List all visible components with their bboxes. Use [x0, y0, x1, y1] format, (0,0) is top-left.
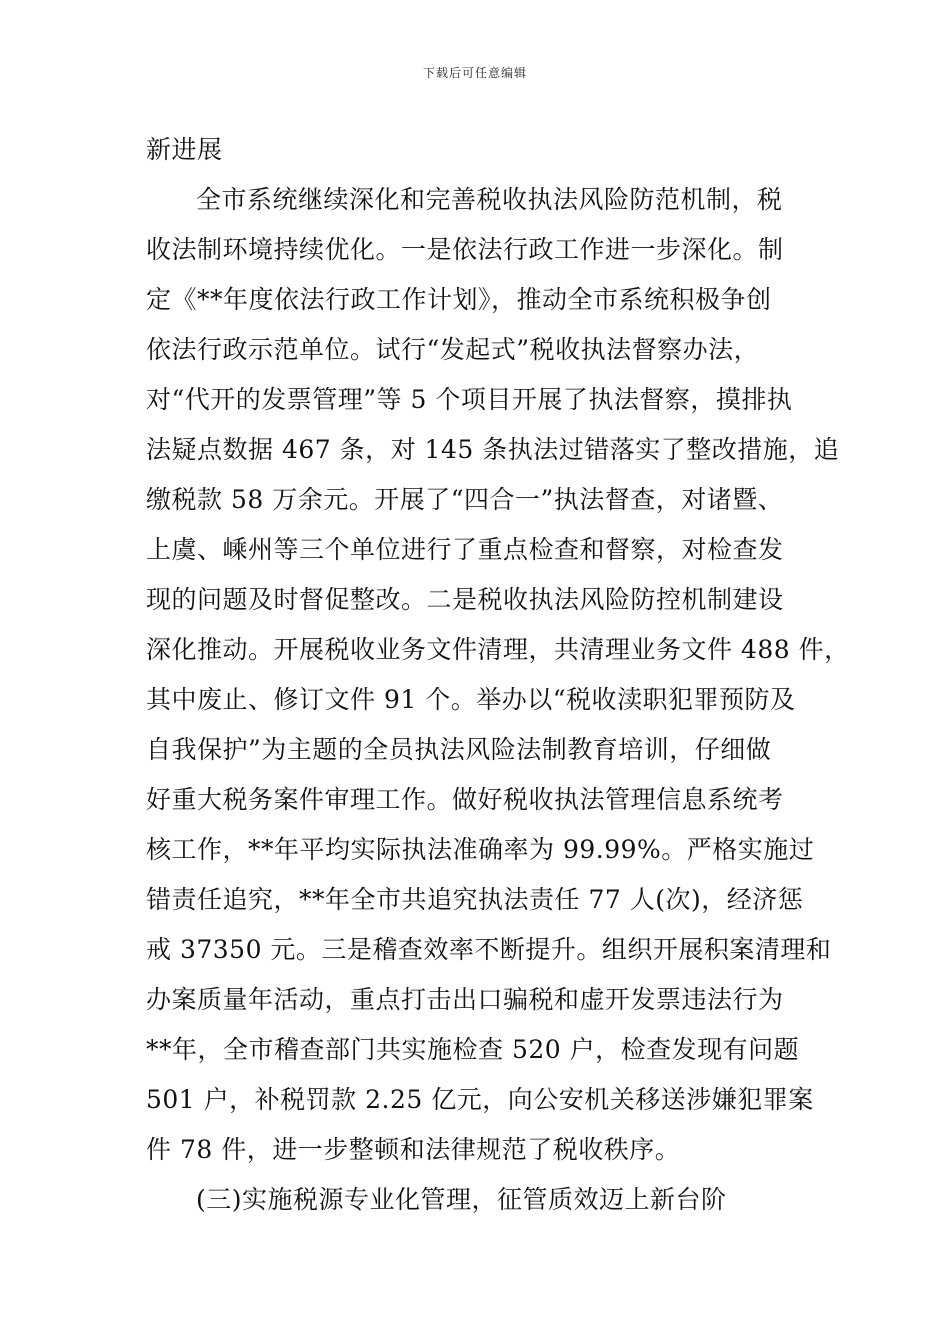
- page-header: 下载后可任意编辑: [422, 66, 527, 80]
- text-line: 法疑点数据 467 条，对 145 条执法过错落实了整改措施，追: [146, 435, 840, 464]
- text-line: 现的问题及时督促整改。二是税收执法风险防控机制建设: [146, 585, 784, 614]
- text-line: 深化推动。开展税收业务文件清理，共清理业务文件 488 件，: [146, 635, 850, 664]
- text-line: 新进展: [146, 135, 223, 164]
- text-line: 依法行政示范单位。试行“发起式”税收执法督察办法，: [146, 335, 760, 364]
- text-line: 定《**年度依法行政工作计划》，推动全市系统积极争创: [146, 285, 772, 314]
- text-line: 好重大税务案件审理工作。做好税收执法管理信息系统考: [146, 785, 784, 814]
- text-line: 自我保护”为主题的全员执法风险法制教育培训，仔细做: [146, 735, 772, 764]
- text-line: 收法制环境持续优化。一是依法行政工作进一步深化。制: [146, 235, 784, 264]
- text-line: 缴税款 58 万余元。开展了“四合一”执法督查，对诸暨、: [146, 485, 784, 514]
- text-line: 办案质量年活动，重点打击出口骗税和虚开发票违法行为: [146, 985, 784, 1014]
- section-heading: (三)实施税源专业化管理，征管质效迈上新台阶: [196, 1185, 727, 1214]
- paragraph-first-line: 全市系统继续深化和完善税收执法风险防范机制，税: [196, 185, 783, 214]
- text-line: 501 户，补税罚款 2.25 亿元，向公安机关移送涉嫌犯罪案: [146, 1085, 814, 1114]
- text-line: **年，全市稽查部门共实施检查 520 户，检查发现有问题: [146, 1035, 800, 1064]
- text-line: 其中废止、修订文件 91 个。举办以“税收渎职犯罪预防及: [146, 685, 796, 714]
- text-line: 核工作，**年平均实际执法准确率为 99.99%。严格实施过: [146, 835, 815, 864]
- text-line: 上虞、嵊州等三个单位进行了重点检查和督察，对检查发: [146, 535, 784, 564]
- text-line: 戒 37350 元。三是稽查效率不断提升。组织开展积案清理和: [146, 935, 832, 964]
- text-line: 对“代开的发票管理”等 5 个项目开展了执法督察，摸排执: [146, 385, 793, 414]
- text-line: 件 78 件，进一步整顿和法律规范了税收秩序。: [146, 1135, 681, 1164]
- text-line: 错责任追究，**年全市共追究执法责任 77 人(次)，经济惩: [146, 885, 804, 914]
